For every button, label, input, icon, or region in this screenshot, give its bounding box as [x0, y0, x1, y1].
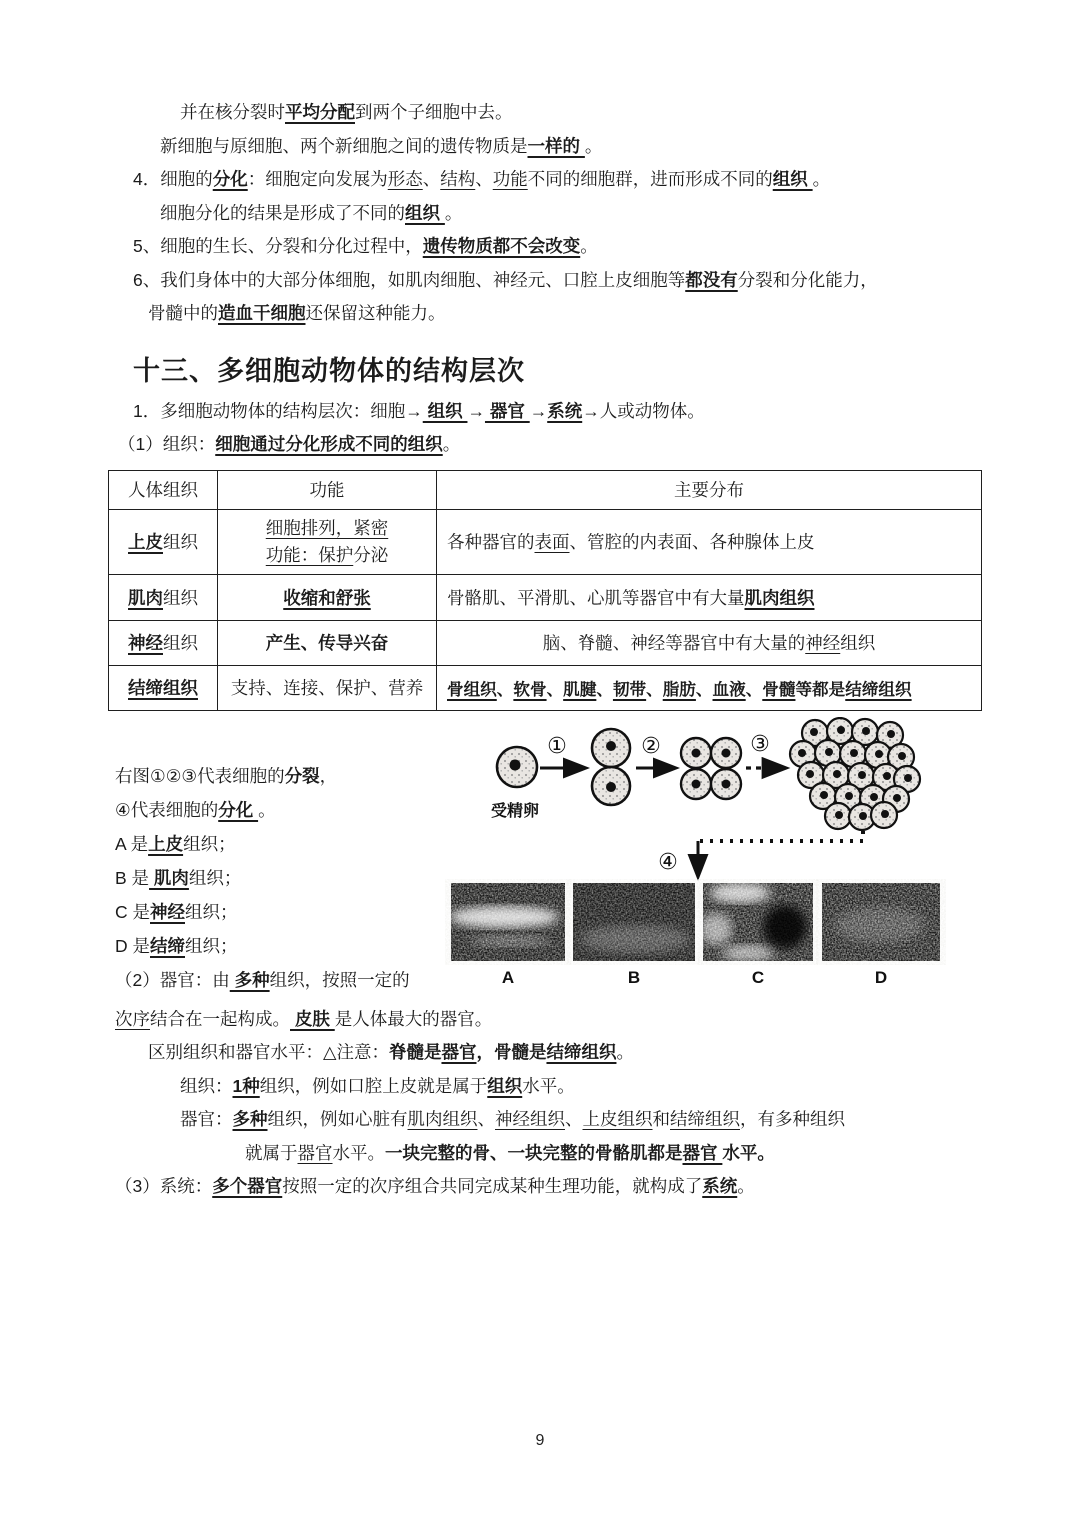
tissue-name-cell: 上皮组织 — [109, 509, 218, 574]
micrograph-b — [573, 883, 695, 961]
structure-levels-line: 1．多细胞动物体的结构层次：细胞→ 组织 → 器官 →系统→人或动物体。 — [133, 400, 705, 421]
header-distribution: 主要分布 — [437, 470, 982, 509]
tissue-function-cell: 产生、传导兴奋 — [218, 620, 437, 665]
figure-section — [0, 711, 1080, 1003]
tissue-distribution-cell: 骨骼肌、平滑肌、心肌等器官中有大量肌肉组织 — [437, 574, 982, 620]
figure-note-line: A 是上皮组织； — [115, 833, 236, 854]
organ-system-notes — [0, 1003, 1080, 1204]
micrograph-label-c: C — [751, 967, 765, 987]
cell-cluster — [790, 718, 920, 830]
micrograph-label-a: A — [501, 967, 515, 987]
step4-circled-number: ④ — [658, 848, 678, 874]
step1-circled-number: ① — [547, 732, 567, 758]
figure-note-line: 右图①②③代表细胞的分裂， — [115, 765, 338, 786]
tissue-distribution-cell: 脑、脊髓、神经等器官中有大量的神经组织 — [437, 620, 982, 665]
note-line: 4．细胞的分化：细胞定向发展为形态、结构、功能不同的细胞群，进而形成不同的组织 。 — [133, 169, 831, 189]
table-row — [109, 509, 982, 574]
note-line: （3）系统：多个器官按照一定的次序组合共同完成某种生理功能，就构成了系统。 — [115, 1176, 755, 1196]
section-heading: 十三、多细胞动物体的结构层次 — [133, 355, 525, 386]
table-row — [109, 620, 982, 665]
note-line: 区别组织和器官水平：△注意：脊髓是器官，骨髓是结缔组织。 — [148, 1042, 634, 1062]
note-line: 器官：多种组织，例如心脏有肌肉组织、神经组织、上皮组织和结缔组织，有多种组织 — [180, 1109, 845, 1129]
note-line: 5、细胞的生长、分裂和分化过程中，遗传物质都不会改变。 — [133, 236, 598, 256]
figure-note-line: B 是 肌肉组织； — [115, 867, 242, 888]
step4-path — [658, 831, 863, 875]
table-row — [109, 574, 982, 620]
step2-circled-number: ② — [641, 732, 661, 758]
tissue-function-cell — [218, 509, 437, 574]
micrograph-c — [700, 883, 813, 961]
figure-note-line: D 是结缔组织； — [115, 935, 238, 956]
micrograph-label-b: B — [627, 967, 641, 987]
tissue-distribution-cell: 各种器官的表面、管腔的内表面、各种腺体上皮 — [437, 509, 982, 574]
note-line: 次序结合在一起构成。 皮肤 是人体最大的器官。 — [115, 1008, 493, 1029]
micrograph-label-d: D — [874, 967, 888, 987]
note-line: 组织：1种组织，例如口腔上皮就是属于组织水平。 — [180, 1075, 575, 1096]
tissue-definition-line: （1）组织：细胞通过分化形成不同的组织。 — [118, 434, 461, 454]
tissue-function-cell: 支持、连接、保护、营养 — [218, 665, 437, 710]
table-header-row — [109, 470, 982, 509]
note-line: 6、我们身体中的大部分体细胞，如肌肉细胞、神经元、口腔上皮细胞等都没有分裂和分化能力， — [133, 269, 878, 290]
note-line: （2）器官：由 多种组织，按照一定的 — [115, 969, 410, 990]
two-cell-stage — [592, 729, 630, 805]
tissue-name-cell: 结缔组织 — [109, 665, 218, 710]
header-function: 功能 — [218, 470, 437, 509]
figure-annotations — [115, 759, 410, 997]
figure-note-line: ④代表细胞的分化 。 — [115, 799, 276, 820]
note-line: 细胞分化的结果是形成了不同的组织 。 — [160, 202, 463, 223]
cell-division-notes — [0, 0, 1080, 331]
note-line: 并在核分裂时平均分配到两个子细胞中去。 — [180, 102, 513, 122]
table-row — [109, 665, 982, 710]
micrograph-d — [822, 883, 940, 961]
tissue-table — [108, 470, 982, 711]
cell-division-diagram — [440, 717, 980, 1003]
tissue-name-cell: 神经组织 — [109, 620, 218, 665]
page-number: 9 — [535, 1432, 545, 1449]
four-cell-stage — [681, 738, 741, 799]
note-line: 就属于器官水平。一块完整的骨、一块完整的骨骼肌都是器官 水平。 — [245, 1142, 775, 1163]
micrograph-a — [449, 883, 565, 961]
tissue-function-cell: 收缩和舒张 — [218, 574, 437, 620]
header-tissue-type: 人体组织 — [109, 470, 218, 509]
tissue-name-cell: 肌肉组织 — [109, 574, 218, 620]
note-line: 新细胞与原细胞、两个新细胞之间的遗传物质是一样的 。 — [160, 135, 603, 156]
zygote-cell — [497, 747, 537, 787]
figure-note-line: C 是神经组织； — [115, 901, 238, 922]
function-line: 细胞排列，紧密 — [265, 517, 389, 538]
step3-circled-number: ③ — [750, 730, 770, 756]
function-line: 功能：保护分泌 — [265, 544, 389, 565]
note-line: 骨髓中的造血干细胞还保留这种能力。 — [148, 303, 446, 323]
zygote-label: 受精卵 — [490, 802, 540, 820]
tissue-distribution-cell: 骨组织、软骨、肌腱、韧带、脂肪、血液、骨髓等都是结缔组织 — [437, 665, 982, 710]
